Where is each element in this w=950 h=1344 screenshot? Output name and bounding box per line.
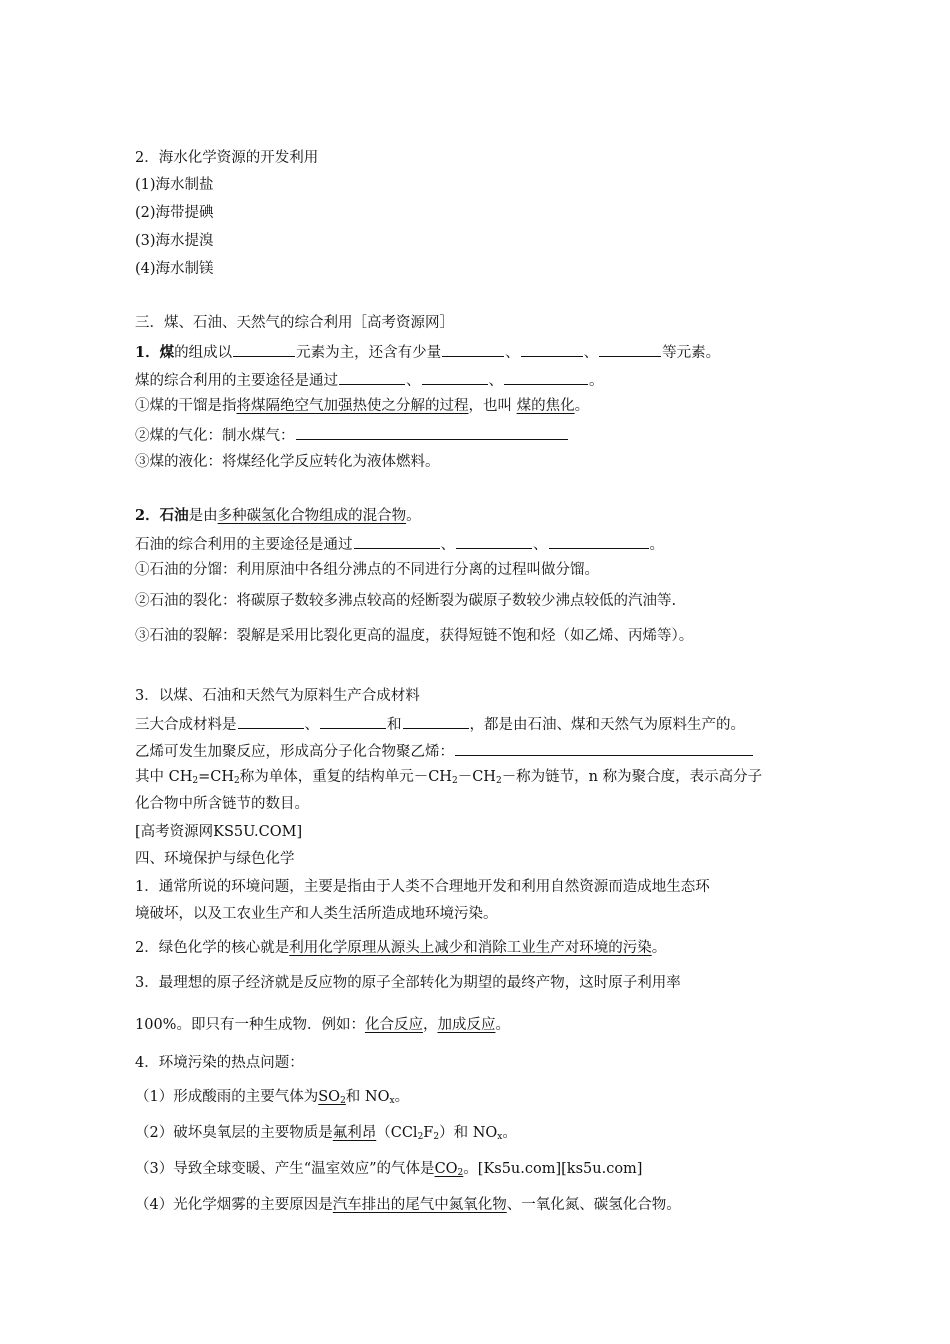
source-tag: [高考资源网KS5U.COM] <box>135 824 303 840</box>
list-item: (4)海水制镁 <box>135 261 214 277</box>
fill-blank[interactable] <box>354 536 440 549</box>
greenhouse-line: （3）导致全球变暖、产生“温室效应”的气体是$CO_2$。[Ks5u.com][ks5u.com] <box>135 1161 643 1178</box>
fill-blank[interactable] <box>238 716 304 729</box>
fill-blank[interactable] <box>456 536 532 549</box>
atom-economy-line: 3．最理想的原子经济就是反应物的原子全部转化为期望的最终产物，这时原子利用率 <box>135 975 681 991</box>
fill-blank[interactable] <box>296 427 568 440</box>
coal-liquefaction-line: ③煤的液化：将煤经化学反应转化为液体燃料。 <box>135 454 440 470</box>
pollution-hotspots-title: 4．环境污染的热点问题： <box>135 1055 304 1071</box>
env-problem-line-cont: 境破坏，以及工农业生产和人类生活所造成地环境污染。 <box>135 906 498 922</box>
oil-intro-line: 2．石油是由多种碳氢化合物组成的混合物。 <box>135 507 421 524</box>
oil-use-line: 石油的综合利用的主要途径是通过 、 、 。 <box>135 537 664 553</box>
oil-fractionation-line: ①石油的分馏：利用原油中各组分沸点的不同进行分离的过程叫做分馏。 <box>135 562 599 578</box>
list-item: (2)海带提碘 <box>135 205 214 221</box>
synthetic-materials-line: 三大合成材料是 、 和 ，都是由石油、煤和天然气为原料生产的。 <box>135 717 745 733</box>
env-problem-line: 1．通常所说的环境问题，主要是指由于人类不合理地开发和利用自然资源而造成地生态环 <box>135 879 710 895</box>
coal-gasification-line: ②煤的气化：制水煤气： <box>135 427 569 444</box>
monomer-line: 其中 $CH_2=CH_2$称为单体，重复的结构单元$-CH_2-CH_2-$称为链节，n 称为聚合度，表示高分子 <box>135 769 763 786</box>
atom-economy-line-cont: 100%。即只有一种生成物．例如：化合反应，加成反应。 <box>135 1017 510 1033</box>
section-title-seawater: 2．海水化学资源的开发利用 <box>135 150 319 166</box>
coal-use-line: 煤的综合利用的主要途径是通过 、 、 。 <box>135 373 604 389</box>
fill-blank[interactable] <box>549 536 649 549</box>
oil-cracking-line: ②石油的裂化：将碳原子数较多沸点较高的烃断裂为碳原子数较少沸点较低的汽油等. <box>135 593 677 609</box>
list-item: (3)海水提溴 <box>135 233 214 249</box>
fill-blank[interactable] <box>422 372 488 385</box>
section-heading-3: 三．煤、石油、天然气的综合利用［高考资源网］ <box>135 315 454 331</box>
fill-blank[interactable] <box>320 716 386 729</box>
polyethylene-line: 乙烯可发生加聚反应，形成高分子化合物聚乙烯： <box>135 743 754 760</box>
acid-rain-line: （1）形成酸雨的主要气体为$SO_2$和 $NO_x$。 <box>135 1089 410 1106</box>
list-item: (1)海水制盐 <box>135 177 214 193</box>
coal-distillation-line: ①煤的干馏是指将煤隔绝空气加强热使之分解的过程，也叫 煤的焦化。 <box>135 398 590 414</box>
fill-blank[interactable] <box>521 344 583 357</box>
section-heading-4: 四、环境保护与绿色化学 <box>135 851 295 867</box>
fill-blank[interactable] <box>442 344 504 357</box>
fill-blank[interactable] <box>599 344 661 357</box>
smog-line: （4）光化学烟雾的主要原因是汽车排出的尾气中氮氧化物、一氧化氮、碳氢化合物。 <box>135 1197 681 1213</box>
coal-composition-line: 1．煤的组成以 元素为主，还含有少量 、 、 等元素。 <box>135 344 721 361</box>
fill-blank[interactable] <box>339 372 405 385</box>
monomer-line-cont: 化合物中所含链节的数目。 <box>135 796 309 812</box>
fill-blank[interactable] <box>504 372 588 385</box>
ozone-line: （2）破坏臭氧层的主要物质是氟利昂$(CCl_2F_2)$和 $NO_x$。 <box>135 1125 517 1142</box>
green-chemistry-line: 2．绿色化学的核心就是利用化学原理从源头上减少和消除工业生产对环境的污染。 <box>135 940 667 956</box>
fill-blank[interactable] <box>455 743 753 756</box>
fill-blank[interactable] <box>233 344 295 357</box>
synthetic-materials-title: 3．以煤、石油和天然气为原料生产合成材料 <box>135 688 420 704</box>
oil-pyrolysis-line: ③石油的裂解：裂解是采用比裂化更高的温度，获得短链不饱和烃（如乙烯、丙烯等）。 <box>135 628 694 644</box>
fill-blank[interactable] <box>403 716 469 729</box>
